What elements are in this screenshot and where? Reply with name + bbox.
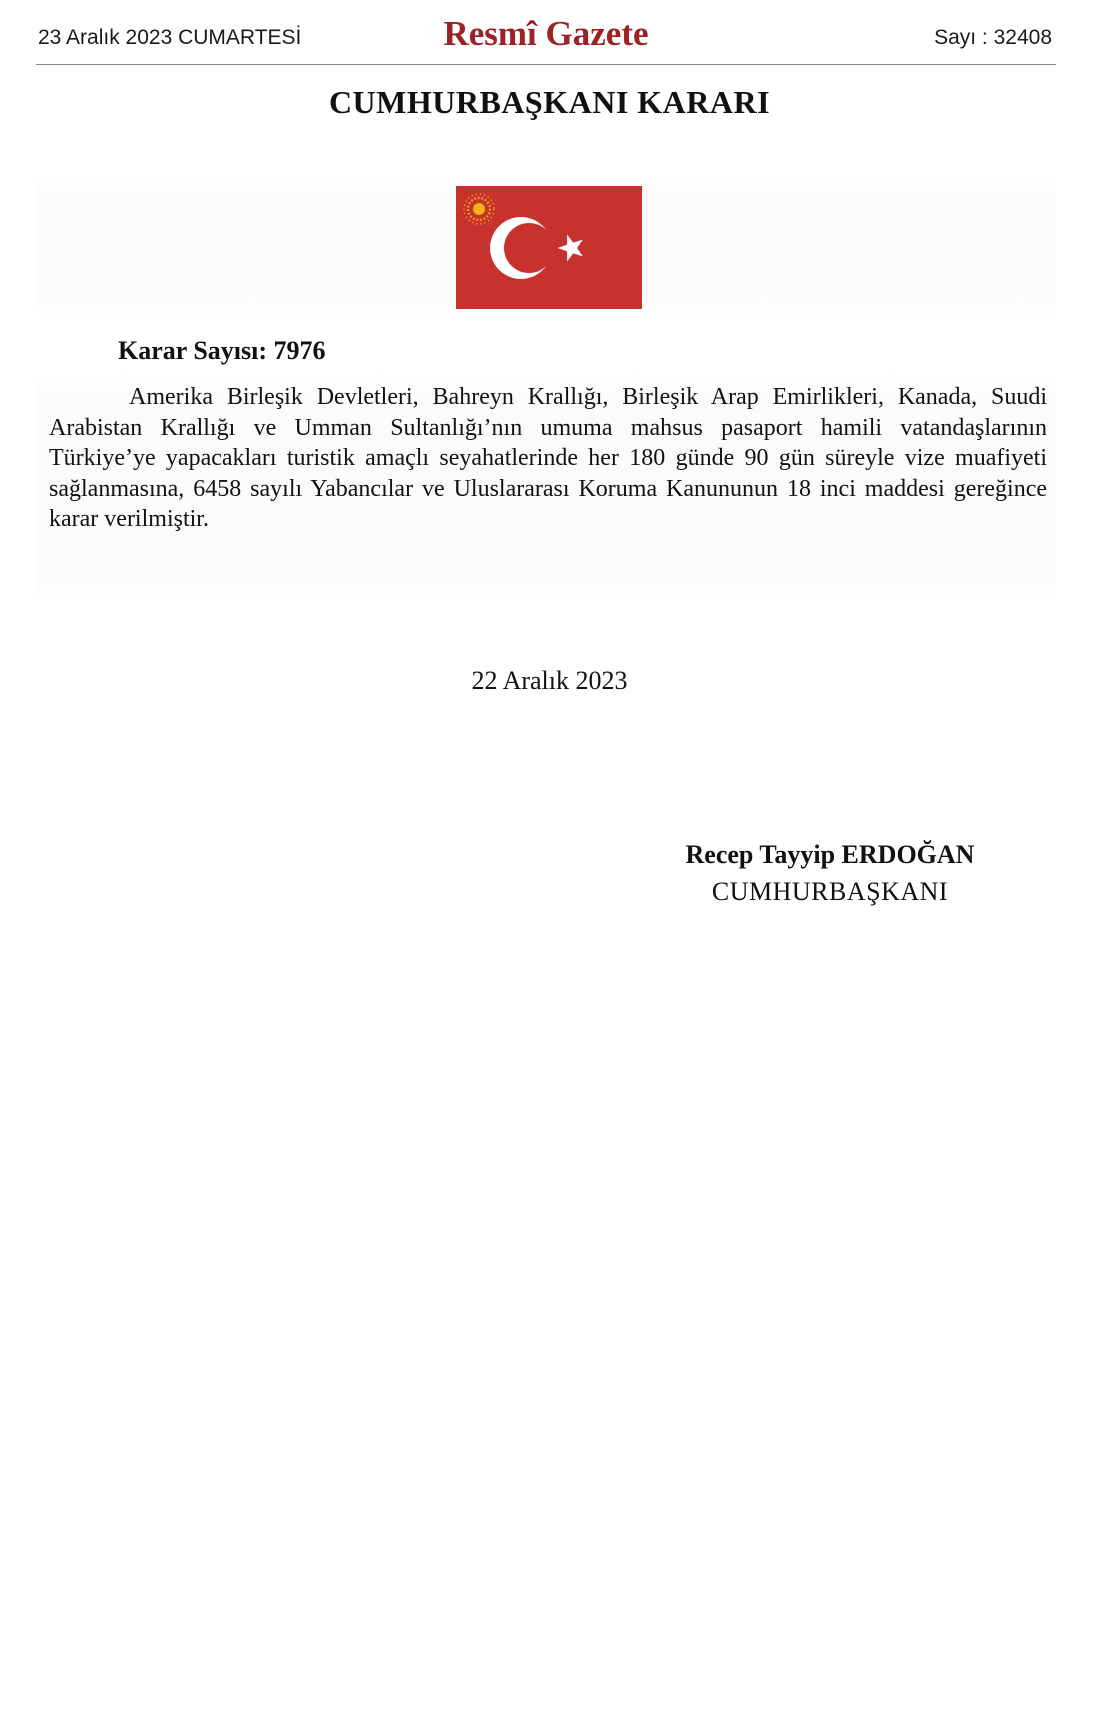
- gazette-header: [36, 14, 1056, 65]
- signer-name: Recep Tayyip ERDOĞAN: [685, 840, 975, 869]
- decision-number: Karar Sayısı: 7976: [118, 336, 326, 365]
- presidential-flag-icon: [456, 186, 642, 309]
- gazette-masthead: Resmî Gazete: [443, 14, 649, 53]
- decree-date: 22 Aralık 2023: [471, 666, 628, 695]
- decree-body: Amerika Birleşik Devletleri, Bahreyn Krallığı, Birleşik Arap Emirlikleri, Kanada, Suudi Arabistan Krallığı ve Umman Sultanlığı’nın umuma mahsus pasaport hamili vatandaşlarının Türkiye’ye yapacakları turistik amaçlı seyahatlerinde her 180 günde 90 gün süreyle vize muafiyeti sağlanmasına, 6458 sayılı Yabancılar ve Uluslararası Koruma Kanununun 18 inci maddesi gereğince karar verilmiştir.: [49, 384, 1047, 532]
- signer-title: CUMHURBAŞKANI: [711, 877, 949, 906]
- issue-number: Sayı : 32408: [934, 26, 1052, 49]
- signature-block: [660, 838, 1000, 912]
- decree-title: CUMHURBAŞKANI KARARI: [328, 84, 771, 120]
- issue-date: 23 Aralık 2023 CUMARTESİ: [38, 26, 302, 49]
